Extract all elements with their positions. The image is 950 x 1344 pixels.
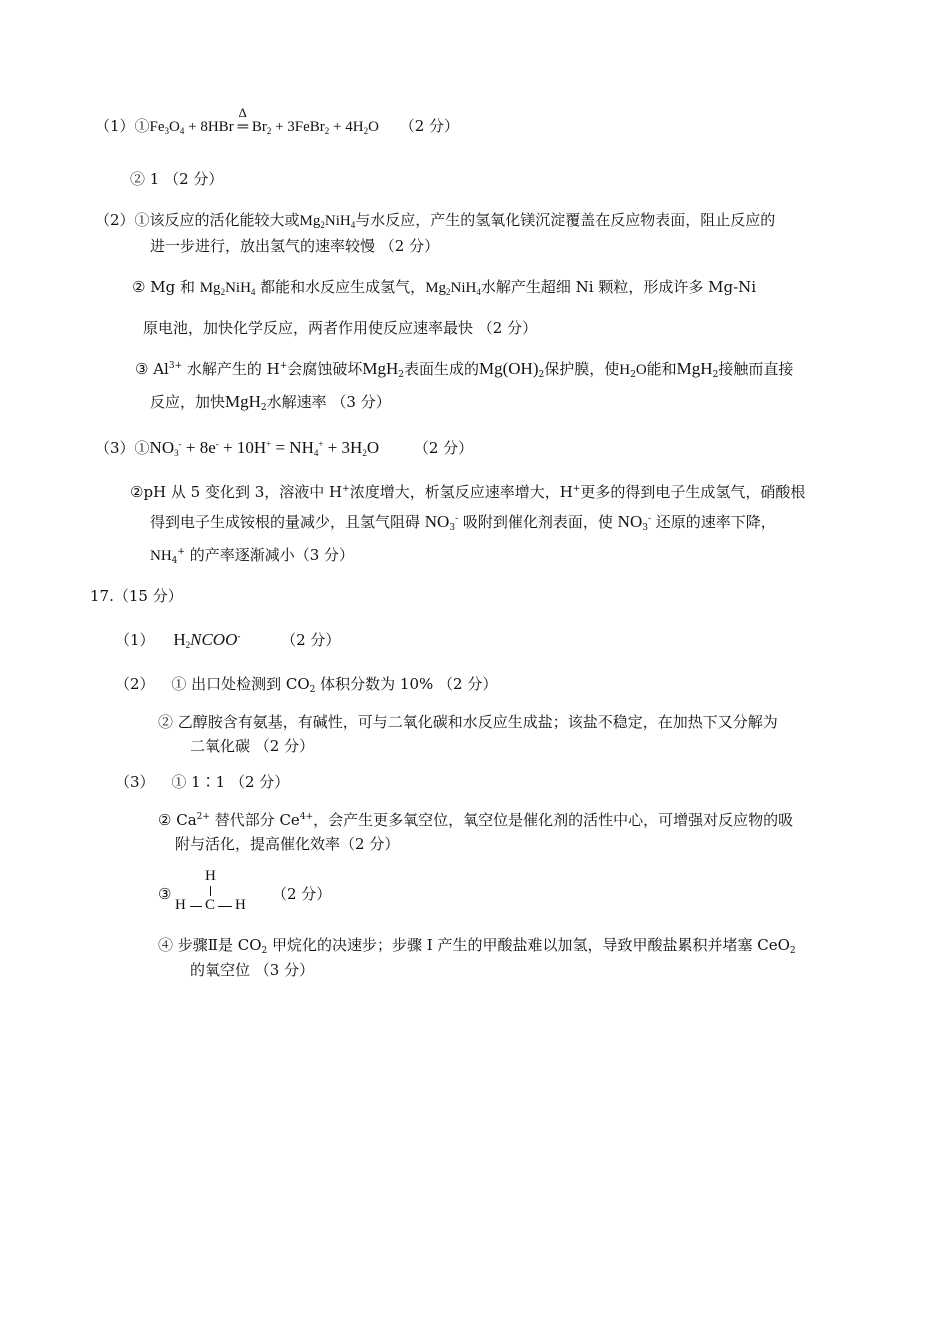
subscript: 2 (363, 126, 369, 136)
text: ③ Al (135, 360, 169, 378)
formula-mg2nih4 (425, 280, 481, 296)
q3-line4 (150, 545, 354, 566)
subscript: 2 (362, 448, 367, 458)
text: 反应，加快 (150, 393, 226, 411)
q3-line1 (95, 438, 473, 458)
formula-mg2nih4 (200, 280, 256, 296)
text: 都能和水反应生成氢气， (255, 278, 426, 296)
superscript: + (266, 439, 272, 449)
heat-equals-sign (237, 105, 249, 137)
q1-equation-line (95, 105, 460, 137)
bond-left (190, 906, 202, 907)
part-label: （1） (115, 631, 155, 649)
subscript: 4 (250, 287, 256, 297)
text: 水解速率 （3 分） (266, 393, 391, 411)
text: 水解产生的 H (182, 360, 280, 378)
q3-line3 (150, 512, 776, 532)
subscript: 2 (398, 370, 404, 380)
q17-part3-line1 (115, 772, 289, 792)
formula-part: H (173, 630, 186, 649)
superscript: + (572, 484, 581, 494)
superscript: - (647, 514, 652, 524)
q2-line2: 进一步进行，放出氢气的速率较慢 （2 分） (150, 237, 440, 255)
text: 得到电子生成铵根的量减少，且氢气阻碍 (150, 513, 425, 531)
formula-part: MgH (362, 359, 399, 378)
q1-equation (149, 105, 379, 136)
formula-part: Br (248, 119, 267, 135)
formula-part: + 3FeBr (271, 119, 325, 135)
formula-part: = NH (271, 438, 314, 457)
formula-part: NO (617, 512, 643, 531)
q17-part3-item4-line2: 的氧空位 （3 分） (190, 961, 315, 979)
q3-equation (150, 438, 380, 457)
text: （2）①该反应的活化能较大或 (95, 211, 300, 229)
q17-part3-line2 (158, 810, 793, 830)
superscript: + (318, 439, 324, 449)
subscript: 4 (313, 448, 319, 458)
superscript: 4+ (299, 812, 314, 822)
subscript: 3 (449, 523, 456, 533)
superscript: - (178, 439, 182, 449)
part-label: （2） (115, 675, 155, 693)
text: ① 出口处检测到 CO (171, 675, 310, 693)
subscript: 2 (309, 685, 316, 695)
subscript: 2 (261, 946, 268, 956)
subscript: 2 (220, 287, 226, 297)
superscript: 2+ (196, 812, 210, 822)
q17-part2-line1 (115, 674, 497, 694)
formula-part: MgH (676, 359, 713, 378)
q3-line2 (130, 482, 805, 502)
q17-part3-item3-score: （2 分） (272, 885, 332, 903)
atom-h-top: H (205, 868, 216, 884)
superscript: + (177, 547, 185, 557)
formula-part: + 10H (218, 438, 267, 457)
subscript: 2 (446, 287, 451, 297)
superscript: - (455, 514, 459, 524)
subscript: 2 (538, 370, 545, 380)
subscript: 3 (174, 448, 179, 458)
text: 更多的得到电子生成氢气，硝酸根 (580, 483, 806, 501)
formula-part: Mg (299, 213, 321, 229)
part-label: （3） (115, 773, 155, 791)
formula-part: NiH (324, 213, 351, 229)
text: ，会产生更多氧空位，氧空位是催化剂的活性中心，可增强对反应物的吸 (313, 811, 794, 829)
score: （2 分） (281, 631, 341, 649)
formula-mg2nih4 (300, 213, 356, 229)
formula-part: O (366, 438, 380, 457)
q3-score: （2 分） (413, 439, 474, 457)
subscript: 2 (712, 370, 719, 380)
methyl-structure (173, 868, 253, 916)
q2-line3 (132, 277, 756, 298)
formula-part: Mg (425, 280, 447, 296)
q1-label: （1）① (95, 117, 150, 135)
q17-part3-item4-line1 (158, 935, 796, 955)
q2-line6 (150, 392, 391, 412)
q17-part3-line3: 附与活化，提高催化效率（2 分） (175, 835, 400, 853)
text: 替代部分 Ce (209, 811, 300, 829)
q1-item2: ② 1 （2 分） (130, 170, 224, 188)
q17-part1 (115, 630, 340, 650)
subscript: 2 (320, 220, 325, 230)
text: 浓度增大，析氢反应速率增大，H (349, 483, 573, 501)
formula-part: MgH (225, 392, 261, 411)
formula-part: H (619, 362, 631, 378)
formula-part: Fe (149, 119, 165, 135)
text: 体积分数为 10% （2 分） (315, 675, 498, 693)
text: 甲烷化的决速步；步骤 I 产生的甲酸盐难以加氢，导致甲酸盐累积并堵塞 CeO (267, 936, 790, 954)
text: 表面生成的 (403, 360, 479, 378)
formula-part: Mg(OH) (478, 359, 539, 378)
text: ② Ca (158, 811, 197, 829)
text: ① 1∶1 （2 分） (171, 773, 290, 791)
superscript: - (215, 439, 219, 449)
formula-part: O (635, 362, 647, 378)
text: ④ 步骤Ⅱ是 CO (158, 936, 262, 954)
formula-part: NiH (450, 280, 477, 296)
subscript: 2 (185, 640, 191, 650)
superscript: + (342, 484, 350, 494)
text: 能和 (646, 360, 677, 378)
delta-symbol: Δ (238, 105, 247, 120)
subscript: 4 (171, 556, 178, 566)
subscript: 2 (324, 126, 330, 136)
text: 吸附到催化剂表面，使 (458, 513, 618, 531)
superscript: + (279, 361, 288, 371)
formula-part: + 8HBr (184, 119, 238, 135)
bond-vertical (210, 886, 211, 896)
formula-part: NCOO (190, 630, 238, 649)
formula-part: NiH (225, 280, 251, 296)
q3-label: （3）① (95, 439, 150, 457)
subscript: 4 (179, 126, 185, 136)
formula-part: + 8e (181, 438, 216, 457)
text: 与水反应，产生的氢氧化镁沉淀覆盖在反应物表面，阻止反应的 (355, 211, 776, 229)
subscript: 2 (266, 126, 272, 136)
text: ②pH 从 5 变化到 3，溶液中 H (130, 483, 343, 501)
formula-part: Mg (199, 280, 221, 296)
q17-part3-item3-num: ③ (158, 885, 172, 903)
q17-part2-line2: ② 乙醇胺含有氨基，有碱性，可与二氧化碳和水反应生成盐；该盐不稳定，在加热下又分解为 (158, 713, 778, 731)
formula-part: + 3H (323, 438, 363, 457)
text: 的产率逐渐减小（3 分） (184, 546, 355, 564)
superscript: 3+ (168, 361, 183, 371)
subscript: 2 (260, 403, 267, 413)
atom-h-right: H (235, 897, 246, 913)
subscript: 4 (350, 220, 356, 230)
q17-title: 17.（15 分） (90, 587, 183, 605)
subscript: 3 (642, 523, 648, 533)
formula-h2ncoo (173, 630, 240, 649)
formula-part: O (368, 119, 379, 135)
q17-part2-line3: 二氧化碳 （2 分） (190, 737, 315, 755)
q2-line1 (95, 210, 775, 231)
text: 水解产生超细 Ni 颗粒，形成许多 Mg-Ni (480, 278, 757, 296)
subscript: 2 (630, 370, 636, 380)
formula-part: O (169, 119, 180, 135)
text: 会腐蚀破坏 (287, 360, 363, 378)
subscript: 3 (164, 126, 170, 136)
q1-score: （2 分） (399, 117, 460, 135)
subscript: 2 (789, 946, 796, 956)
formula-part: NO (424, 512, 450, 531)
text: 接触而直接 (718, 360, 794, 378)
q2-line4: 原电池，加快化学反应，两者作用使反应速率最快 （2 分） (143, 319, 538, 337)
text: ② Mg 和 (132, 278, 200, 296)
q2-line5 (135, 359, 793, 380)
bond-right (218, 906, 232, 907)
formula-part: NH (150, 548, 172, 564)
equals-sign: ═ (237, 119, 249, 135)
superscript: - (237, 631, 241, 641)
text: 保护膜，使 (544, 360, 620, 378)
formula-part: NO (149, 438, 175, 457)
atom-c: C (205, 897, 216, 913)
text: 还原的速率下降， (651, 513, 776, 531)
subscript: 4 (476, 287, 481, 297)
atom-h-left: H (175, 897, 186, 913)
formula-part: + 4H (329, 119, 364, 135)
